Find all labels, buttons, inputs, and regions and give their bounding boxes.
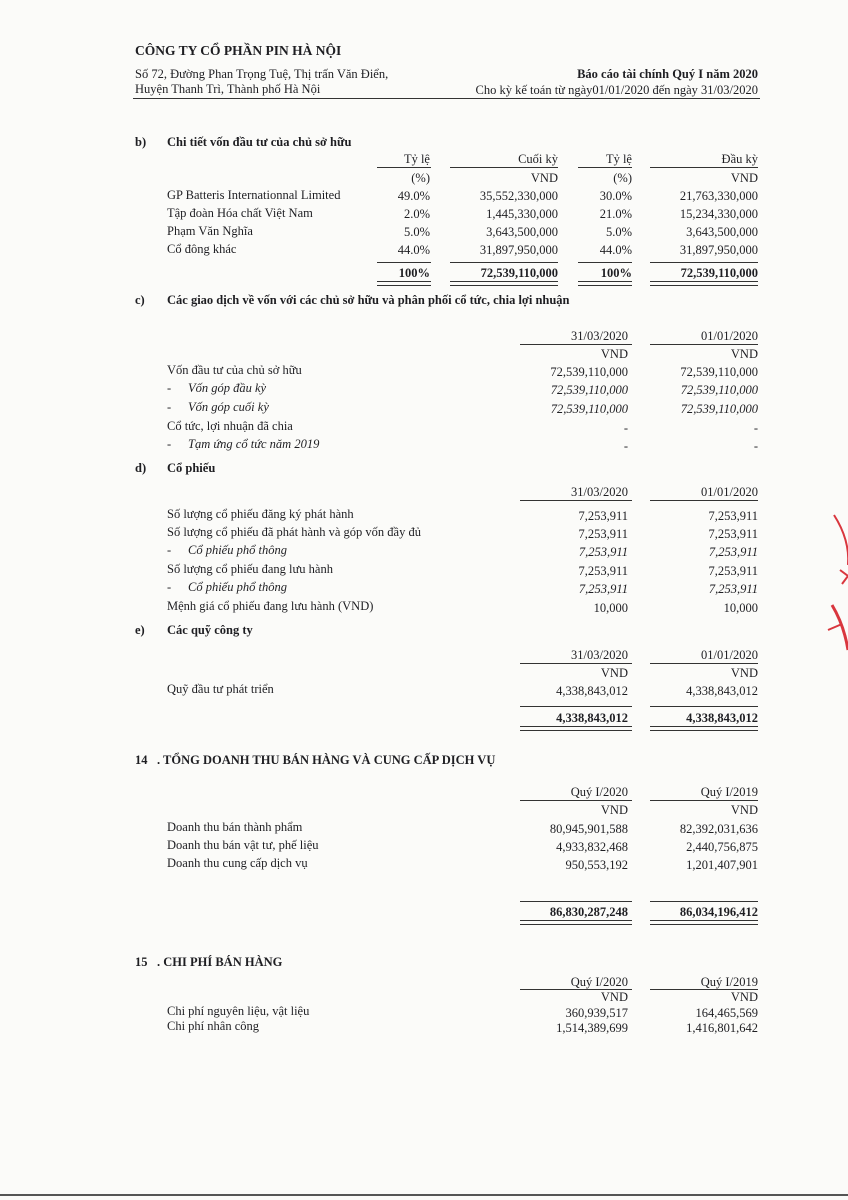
s14-header-rule: [650, 800, 758, 801]
b-double-rule: [578, 281, 632, 286]
e-unit-1: VND: [600, 666, 628, 680]
b-total-rule: [578, 262, 632, 263]
report-title: Báo cáo tài chính Quý I năm 2020: [577, 67, 758, 81]
e-total-rule: [650, 706, 758, 707]
row-label: GP Batteris Internationnal Limited: [167, 188, 341, 202]
row-label: Chi phí nhân công: [167, 1019, 260, 1033]
row-value-1: 7,253,911: [578, 545, 628, 559]
c-unit-1: VND: [600, 347, 628, 361]
s15-unit-1: VND: [600, 990, 628, 1004]
row-label: Vốn đầu tư của chủ sở hữu: [167, 363, 302, 377]
row-value-1: 7,253,911: [578, 527, 628, 541]
row-value-1: 7,253,911: [578, 582, 628, 596]
row-label: Tập đoàn Hóa chất Việt Nam: [167, 206, 313, 220]
s14-double-rule: [520, 920, 632, 925]
section-d-title: Cổ phiếu: [167, 461, 216, 475]
section-b-title: Chi tiết vốn đầu tư của chủ sở hữu: [167, 135, 352, 149]
row-closing: 35,552,330,000: [479, 189, 558, 203]
s14-header-2: Quý I/2019: [700, 785, 758, 799]
b-header-rule: [450, 167, 558, 168]
e-total-rule: [520, 706, 632, 707]
row-value-2: -: [753, 439, 758, 453]
row-value-1: 4,338,843,012: [556, 684, 628, 698]
bullet-dash: -: [167, 381, 172, 395]
total-opening: 72,539,110,000: [680, 266, 758, 280]
s15-unit-2: VND: [730, 990, 758, 1004]
row-opening: 3,643,500,000: [686, 225, 758, 239]
row-value-1: 80,945,901,588: [549, 822, 628, 836]
row-value-2: 164,465,569: [695, 1006, 758, 1020]
bullet-dash: -: [167, 580, 172, 594]
row-label: Mệnh giá cổ phiếu đang lưu hành (VND): [167, 599, 374, 613]
total-closing: 72,539,110,000: [480, 266, 558, 280]
b-total-rule: [450, 262, 558, 263]
row-closing: 31,897,950,000: [479, 243, 558, 257]
row-value-1: 72,539,110,000: [550, 383, 628, 397]
row-opening: 21,763,330,000: [679, 189, 758, 203]
row-label: Cổ phiếu phổ thông: [188, 580, 287, 594]
e-header-rule: [520, 663, 632, 664]
row-value-2: -: [753, 421, 758, 435]
row-value-1: 1,514,389,699: [556, 1021, 628, 1035]
b-unit-1: (%): [411, 171, 430, 185]
row-ratio-2: 21.0%: [599, 207, 632, 221]
row-value-1: -: [623, 421, 628, 435]
section-15-title: . CHI PHÍ BÁN HÀNG: [157, 955, 283, 969]
row-value-2: 72,539,110,000: [680, 365, 758, 379]
b-double-rule: [650, 281, 758, 286]
b-header-closing: Cuối kỳ: [518, 152, 558, 166]
row-value-1: -: [623, 439, 628, 453]
row-opening: 15,234,330,000: [679, 207, 758, 221]
e-unit-2: VND: [730, 666, 758, 680]
total-value-1: 4,338,843,012: [556, 711, 628, 725]
row-label: Quỹ đầu tư phát triển: [167, 682, 274, 696]
row-value-1: 72,539,110,000: [550, 402, 628, 416]
e-header-1: 31/03/2020: [571, 648, 628, 662]
section-14-id: 14: [135, 753, 148, 767]
b-header-rule: [578, 167, 632, 168]
c-header-rule: [520, 344, 632, 345]
e-double-rule: [520, 726, 632, 731]
red-seal-stamp-icon: [820, 510, 848, 660]
bullet-dash: -: [167, 437, 172, 451]
row-value-2: 82,392,031,636: [679, 822, 758, 836]
c-unit-2: VND: [730, 347, 758, 361]
section-e-title: Các quỹ công ty: [167, 623, 253, 637]
b-double-rule: [450, 281, 558, 286]
b-header-rule: [650, 167, 758, 168]
row-value-2: 10,000: [723, 601, 758, 615]
b-unit-3: (%): [613, 171, 632, 185]
d-header-rule: [520, 500, 632, 501]
row-label: Doanh thu cung cấp dịch vụ: [167, 856, 308, 870]
b-unit-4: VND: [730, 171, 758, 185]
d-header-rule: [650, 500, 758, 501]
row-value-2: 7,253,911: [708, 564, 758, 578]
section-c-id: c): [135, 293, 145, 307]
row-value-2: 1,416,801,642: [686, 1021, 758, 1035]
c-header-1: 31/03/2020: [571, 329, 628, 343]
row-label: Số lượng cổ phiếu đang lưu hành: [167, 562, 333, 576]
address-line-2: Huyện Thanh Trì, Thành phố Hà Nội: [135, 82, 321, 96]
row-value-2: 7,253,911: [708, 582, 758, 596]
b-unit-2: VND: [530, 171, 558, 185]
row-closing: 3,643,500,000: [486, 225, 558, 239]
row-value-2: 1,201,407,901: [686, 858, 758, 872]
row-closing: 1,445,330,000: [486, 207, 558, 221]
row-ratio-2: 5.0%: [605, 225, 632, 239]
s14-total-rule: [650, 901, 758, 902]
row-ratio-2: 30.0%: [599, 189, 632, 203]
d-header-1: 31/03/2020: [571, 485, 628, 499]
s14-header-rule: [520, 800, 632, 801]
s15-header-2: Quý I/2019: [700, 975, 758, 989]
d-header-2: 01/01/2020: [701, 485, 758, 499]
row-label: Tạm ứng cổ tức năm 2019: [188, 437, 320, 451]
row-value-1: 4,933,832,468: [556, 840, 628, 854]
row-label: Vốn góp đầu kỳ: [188, 381, 267, 395]
section-d-id: d): [135, 461, 147, 475]
row-value-1: 7,253,911: [578, 509, 628, 523]
section-c-title: Các giao dịch về vốn với các chủ sở hữu và phân phối cổ tức, chia lợi nhuận: [167, 293, 570, 307]
bullet-dash: -: [167, 543, 172, 557]
row-label: Phạm Văn Nghĩa: [167, 224, 253, 238]
s14-unit-1: VND: [600, 803, 628, 817]
address-line-1: Số 72, Đường Phan Trọng Tuệ, Thị trấn Văn Điển,: [135, 67, 389, 81]
row-ratio-1: 5.0%: [403, 225, 430, 239]
header-divider: [133, 98, 760, 99]
report-period: Cho kỳ kế toán từ ngày01/01/2020 đến ngày 31/03/2020: [475, 83, 758, 97]
section-15-id: 15: [135, 955, 148, 969]
total-value-2: 86,034,196,412: [679, 905, 758, 919]
row-value-2: 7,253,911: [708, 527, 758, 541]
c-header-2: 01/01/2020: [701, 329, 758, 343]
total-ratio-2: 100%: [600, 266, 632, 280]
section-14-title: . TỔNG DOANH THU BÁN HÀNG VÀ CUNG CẤP DỊCH VỤ: [157, 753, 496, 767]
b-header-ratio-2: Tỷ lệ: [605, 152, 632, 166]
page-bottom-edge: [0, 1194, 848, 1196]
s14-total-rule: [520, 901, 632, 902]
row-ratio-1: 2.0%: [403, 207, 430, 221]
row-label: Doanh thu bán vật tư, phế liệu: [167, 838, 319, 852]
row-value-2: 72,539,110,000: [680, 402, 758, 416]
row-label: Chi phí nguyên liệu, vật liệu: [167, 1004, 310, 1018]
row-ratio-1: 49.0%: [397, 189, 430, 203]
row-label: Số lượng cổ phiếu đăng ký phát hành: [167, 507, 354, 521]
row-value-1: 950,553,192: [565, 858, 628, 872]
row-value-2: 7,253,911: [708, 545, 758, 559]
company-name: CÔNG TY CỔ PHẦN PIN HÀ NỘI: [135, 43, 342, 58]
b-header-rule: [377, 167, 431, 168]
e-header-rule: [650, 663, 758, 664]
c-header-rule: [650, 344, 758, 345]
s14-double-rule: [650, 920, 758, 925]
row-value-1: 360,939,517: [565, 1006, 628, 1020]
row-label: Cổ tức, lợi nhuận đã chia: [167, 419, 293, 433]
row-opening: 31,897,950,000: [679, 243, 758, 257]
row-ratio-1: 44.0%: [397, 243, 430, 257]
row-value-2: 7,253,911: [708, 509, 758, 523]
row-value-2: 72,539,110,000: [680, 383, 758, 397]
row-value-1: 7,253,911: [578, 564, 628, 578]
row-ratio-2: 44.0%: [599, 243, 632, 257]
s14-header-1: Quý I/2020: [570, 785, 628, 799]
e-double-rule: [650, 726, 758, 731]
b-double-rule: [377, 281, 431, 286]
row-value-1: 72,539,110,000: [550, 365, 628, 379]
total-ratio-1: 100%: [398, 266, 430, 280]
s15-header-1: Quý I/2020: [570, 975, 628, 989]
e-header-2: 01/01/2020: [701, 648, 758, 662]
row-label: Cổ đông khác: [167, 242, 237, 256]
row-value-2: 2,440,756,875: [686, 840, 758, 854]
b-total-rule: [650, 262, 758, 263]
s14-unit-2: VND: [730, 803, 758, 817]
row-label: Doanh thu bán thành phẩm: [167, 820, 303, 834]
row-label: Cổ phiếu phổ thông: [188, 543, 287, 557]
section-b-id: b): [135, 135, 147, 149]
row-value-1: 10,000: [593, 601, 628, 615]
row-label: Vốn góp cuối kỳ: [188, 400, 269, 414]
total-value-2: 4,338,843,012: [686, 711, 758, 725]
row-value-2: 4,338,843,012: [686, 684, 758, 698]
b-header-opening: Đầu kỳ: [721, 152, 758, 166]
section-e-id: e): [135, 623, 145, 637]
bullet-dash: -: [167, 400, 172, 414]
b-total-rule: [377, 262, 431, 263]
total-value-1: 86,830,287,248: [549, 905, 628, 919]
b-header-ratio-1: Tỷ lệ: [403, 152, 430, 166]
row-label: Số lượng cổ phiếu đã phát hành và góp vốn đầy đủ: [167, 525, 421, 539]
